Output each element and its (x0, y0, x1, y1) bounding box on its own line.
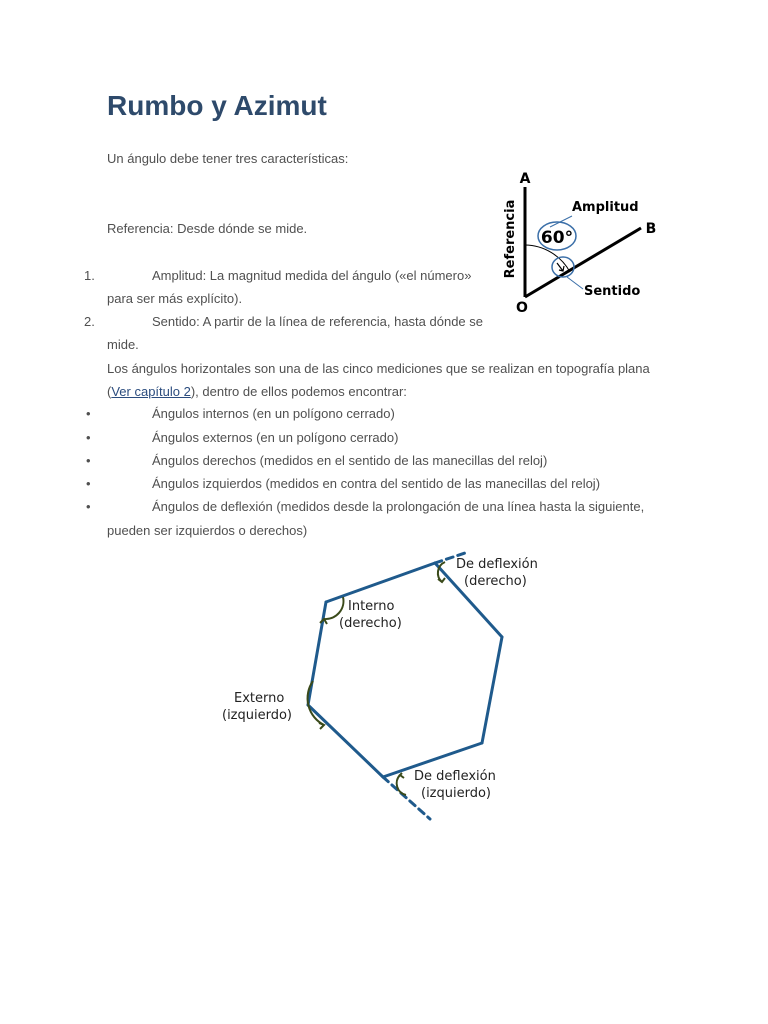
angle-value: 60° (540, 228, 574, 248)
direction-label: Sentido (584, 284, 641, 299)
bullet-item-external: Ángulos externos (en un polígono cerrado) (152, 430, 399, 445)
bullet-item-right: Ángulos derechos (medidos en el sentido de las manecillas del reloj) (152, 453, 548, 468)
deflection-left-sublabel: (izquierdo) (421, 786, 492, 801)
paragraph-line2 (107, 384, 407, 400)
reference-text: Referencia: Desde dónde se mide. (107, 221, 308, 236)
polygon-side (308, 705, 383, 777)
amplitude-item-line2: para ser más explícito). (107, 291, 243, 306)
bullet-marker: • (86, 406, 91, 421)
page-title: Rumbo y Azimut (107, 90, 327, 121)
intro-text: Un ángulo debe tener tres características: (107, 151, 349, 166)
external-sublabel: (izquierdo) (222, 708, 293, 723)
polygon-side (308, 602, 326, 705)
deflection-right-label: De deflexión (456, 557, 538, 572)
direction-item-line2: mide. (107, 337, 139, 352)
amplitude-label: Amplitud (572, 200, 639, 215)
deflection-left-arrow-icon (397, 775, 406, 795)
bullet-item-left: Ángulos izquierdos (medidos en contra del sentido de las manecillas del reloj) (152, 476, 601, 491)
bullet-item-deflection-cont: pueden ser izquierdos o derechos) (107, 523, 308, 538)
external-arrowhead-icon (319, 723, 324, 729)
bullet-marker: • (86, 430, 91, 445)
bullet-marker: • (86, 476, 91, 491)
polygon-side (482, 637, 502, 743)
direction-leader (567, 277, 583, 289)
open-paren: ( (107, 384, 112, 399)
deflection-right-sublabel: (derecho) (464, 574, 527, 589)
deflection-left-arrowhead-icon (400, 773, 404, 778)
list-number-2: 2. (84, 314, 95, 329)
point-b-label: B (645, 221, 657, 237)
amplitude-item-line1: Amplitud: La magnitud medida del ángulo («el número» (152, 268, 472, 283)
list-number-1: 1. (84, 268, 95, 283)
deflection-left-label: De deflexión (414, 769, 496, 784)
polygon-side (326, 563, 435, 602)
bullet-marker: • (86, 453, 91, 468)
reference-label: Referencia (503, 199, 518, 279)
point-o-label: O (516, 300, 528, 316)
bullet-marker: • (86, 499, 91, 514)
paragraph-line2-rest: ), dentro de ellos podemos encontrar: (190, 384, 407, 399)
bullet-item-deflection: Ángulos de deflexión (medidos desde la prolongación de una línea hasta la siguiente, (152, 499, 645, 514)
direction-arrow-icon (557, 263, 564, 271)
point-a-label: A (519, 171, 531, 187)
chapter-2-link[interactable]: Ver capítulo 2 (111, 384, 191, 399)
internal-label: Interno (348, 599, 395, 614)
bullet-item-internal: Ángulos internos (en un polígono cerrado) (152, 406, 395, 421)
angle-figure (495, 165, 665, 320)
deflection-right-arrowhead-icon (438, 578, 445, 582)
polygon-figure (220, 545, 550, 825)
direction-item-line1: Sentido: A partir de la línea de referencia, hasta dónde se (152, 314, 484, 329)
external-label: Externo (234, 691, 285, 706)
internal-sublabel: (derecho) (339, 616, 402, 631)
paragraph-line1: Los ángulos horizontales son una de las cinco mediciones que se realizan en topografía plana (107, 361, 650, 376)
